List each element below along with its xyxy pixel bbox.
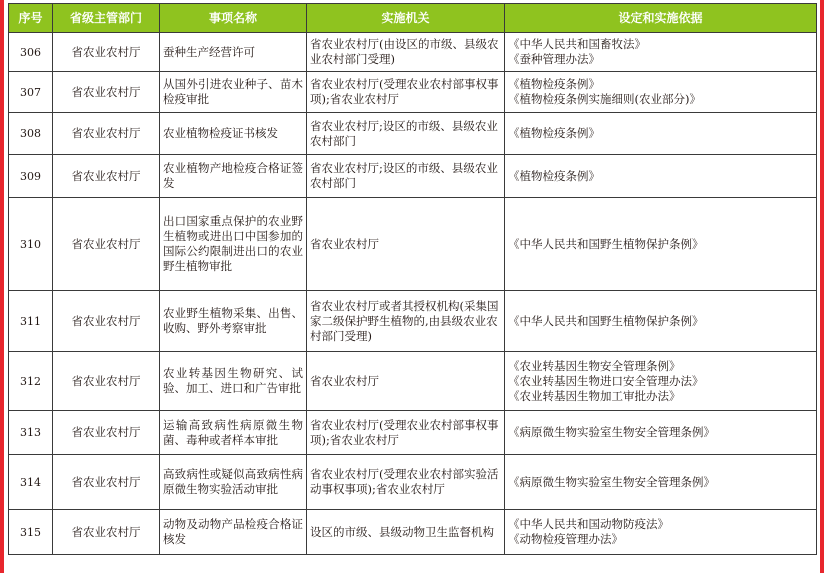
table-row — [9, 113, 817, 155]
row-number: 312 — [9, 352, 53, 411]
row-basis — [505, 455, 817, 510]
row-number: 311 — [9, 291, 53, 352]
header-no: 序号 — [9, 4, 53, 33]
row-department: 省农业农村厅 — [53, 113, 160, 155]
basis-law: 《中华人民共和国畜牧法》 — [508, 37, 646, 51]
basis-law: 《动物检疫管理办法》 — [508, 532, 623, 546]
row-agency: 省农业农村厅(受理农业农村部事权事项);省农业农村厅 — [307, 411, 505, 455]
basis-law: 《植物检疫条例》 — [508, 168, 600, 183]
basis-law: 《蚕种管理办法》 — [508, 52, 600, 66]
row-agency: 省农业农村厅;设区的市级、县级农业农村部门 — [307, 155, 505, 198]
header-agency: 实施机关 — [307, 4, 505, 33]
table-row — [9, 411, 817, 455]
row-agency: 省农业农村厅 — [307, 352, 505, 411]
row-department: 省农业农村厅 — [53, 198, 160, 291]
row-basis — [505, 198, 817, 291]
row-basis — [505, 352, 817, 411]
row-department: 省农业农村厅 — [53, 155, 160, 198]
row-agency: 省农业农村厅或者其授权机构(采集国家二级保护野生植物的,由县级农业农村部门受理) — [307, 291, 505, 352]
row-item-name: 农业野生植物采集、出售、收购、野外考察审批 — [160, 291, 307, 352]
row-department: 省农业农村厅 — [53, 72, 160, 113]
row-agency: 省农业农村厅(受理农业农村部实验活动事权事项);省农业农村厅 — [307, 455, 505, 510]
table-row — [9, 352, 817, 411]
admin-approval-table — [8, 3, 817, 555]
row-item-name: 农业植物产地检疫合格证签发 — [160, 155, 307, 198]
basis-law: 《病原微生物实验室生物安全管理条例》 — [508, 425, 715, 439]
row-item-name: 农业转基因生物研究、试验、加工、进口和广告审批 — [160, 352, 307, 411]
row-item-name: 从国外引进农业种子、苗木检疫审批 — [160, 72, 307, 113]
table-row — [9, 33, 817, 72]
row-department: 省农业农村厅 — [53, 291, 160, 352]
row-number: 313 — [9, 411, 53, 455]
row-basis — [505, 155, 817, 198]
basis-law: 《植物检疫条例实施细则(农业部分)》 — [508, 92, 701, 106]
row-basis — [505, 72, 817, 113]
row-department: 省农业农村厅 — [53, 411, 160, 455]
right-red-border — [820, 0, 824, 573]
basis-law: 《中华人民共和国动物防疫法》 — [508, 517, 669, 531]
basis-law: 《中华人民共和国野生植物保护条例》 — [508, 236, 704, 251]
row-number: 309 — [9, 155, 53, 198]
row-basis — [505, 291, 817, 352]
header-basis: 设定和实施依据 — [505, 4, 817, 33]
left-red-border — [0, 0, 4, 573]
row-item-name: 运输高致病性病原微生物菌、毒种或者样本审批 — [160, 411, 307, 455]
row-agency: 省农业农村厅(受理农业农村部事权事项);省农业农村厅 — [307, 72, 505, 113]
row-item-name: 出口国家重点保护的农业野生植物或进出口中国参加的国际公约限制进出口的农业野生植物审批 — [160, 198, 307, 291]
basis-law: 《中华人民共和国野生植物保护条例》 — [508, 313, 704, 328]
table-row — [9, 455, 817, 510]
row-number: 310 — [9, 198, 53, 291]
row-number: 308 — [9, 113, 53, 155]
table-row — [9, 510, 817, 555]
row-number: 306 — [9, 33, 53, 72]
row-basis — [505, 510, 817, 555]
row-item-name: 蚕种生产经营许可 — [160, 33, 307, 72]
table-row — [9, 198, 817, 291]
basis-law: 《植物检疫条例》 — [508, 77, 600, 91]
row-agency: 省农业农村厅(由设区的市级、县级农业农村部门受理) — [307, 33, 505, 72]
header-name: 事项名称 — [160, 4, 307, 33]
table-row — [9, 155, 817, 198]
row-department: 省农业农村厅 — [53, 455, 160, 510]
basis-law: 《植物检疫条例》 — [508, 126, 600, 140]
row-agency: 省农业农村厅;设区的市级、县级农业农村部门 — [307, 113, 505, 155]
basis-law: 《农业转基因生物加工审批办法》 — [508, 388, 681, 403]
row-department: 省农业农村厅 — [53, 352, 160, 411]
row-number: 307 — [9, 72, 53, 113]
row-basis — [505, 33, 817, 72]
table-header-row — [9, 4, 817, 33]
row-basis — [505, 411, 817, 455]
row-item-name: 动物及动物产品检疫合格证核发 — [160, 510, 307, 555]
header-dept: 省级主管部门 — [53, 4, 160, 33]
basis-law: 《病原微生物实验室生物安全管理条例》 — [508, 474, 715, 489]
row-agency: 省农业农村厅 — [307, 198, 505, 291]
table-row — [9, 291, 817, 352]
row-basis — [505, 113, 817, 155]
table-row — [9, 72, 817, 113]
row-department: 省农业农村厅 — [53, 510, 160, 555]
row-agency: 设区的市级、县级动物卫生监督机构 — [307, 510, 505, 555]
basis-law: 《农业转基因生物进口安全管理办法》 — [508, 373, 704, 388]
row-item-name: 农业植物检疫证书核发 — [160, 113, 307, 155]
row-department: 省农业农村厅 — [53, 33, 160, 72]
row-number: 315 — [9, 510, 53, 555]
row-item-name: 高致病性或疑似高致病性病原微生物实验活动审批 — [160, 455, 307, 510]
row-number: 314 — [9, 455, 53, 510]
basis-law: 《农业转基因生物安全管理条例》 — [508, 358, 681, 373]
table-body — [9, 33, 817, 555]
